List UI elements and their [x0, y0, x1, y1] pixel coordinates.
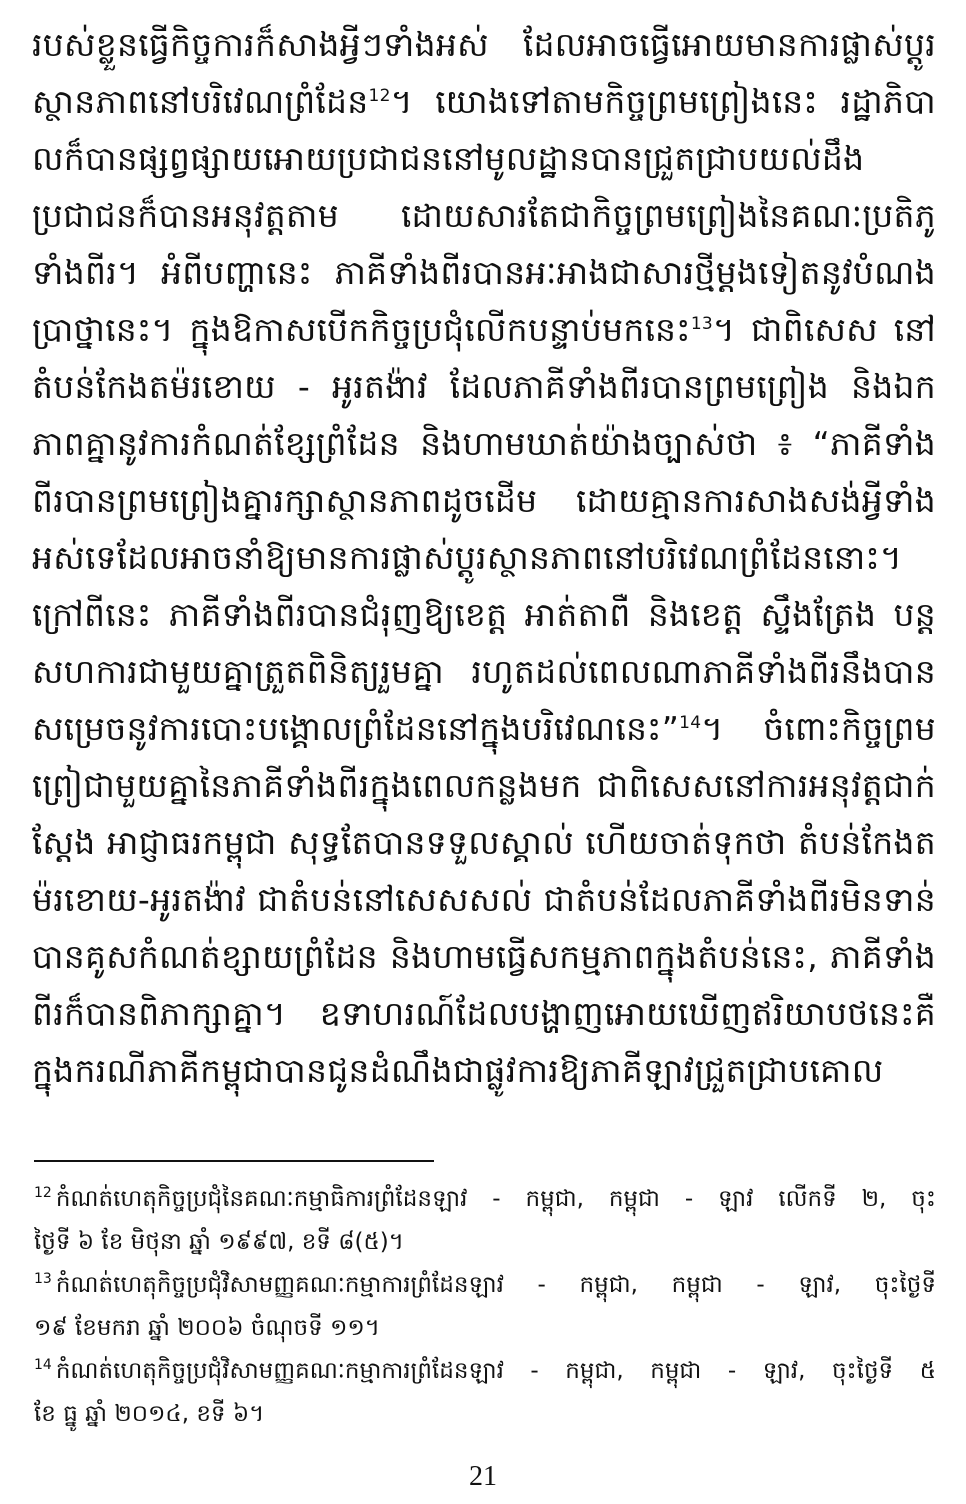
- body-line-text: ប្រាថ្នានេះ។ ក្នុងឱកាសបើកកិច្ចប្រជុំលើកបន្ទាប់មកនេះ: [32, 310, 691, 349]
- footnote-line: [34, 1350, 936, 1393]
- footnote-reference[interactable]: 13: [690, 314, 714, 334]
- body-line-text: ពីរបានព្រមព្រៀងគ្នារក្សាស្ថានភាពដូចដើម ដោយគ្មានការសាងសង់អ្វីទាំង: [32, 481, 936, 520]
- body-line-text: ព្រៀជាមួយគ្នានៃភាគីទាំងពីរក្នុងពេលកន្លងមក ជាពិសេសនៅការអនុវត្តជាក់: [32, 766, 936, 805]
- footnote-number: 14: [34, 1357, 52, 1374]
- page-number: 21: [469, 1461, 497, 1492]
- body-line-text: ប្រជាជនក៏បានអនុវត្តតាម ដោយសារតែជាកិច្ចព្រមព្រៀងនៃគណៈប្រតិភូ: [32, 196, 936, 235]
- body-line-text-after: ។ ចំពោះកិច្ចព្រម: [701, 709, 936, 748]
- body-line-text: សម្រេចនូវការបោះបង្គោលព្រំដែននៅក្នុងបរិវេណនេះ”: [32, 709, 680, 748]
- body-line-text: លក៏បានផ្សព្វផ្សាយអោយប្រជាជននៅមូលដ្ឋានបានជ្រួតជ្រាបយល់ដឹង: [32, 139, 865, 178]
- body-line-text: ទាំងពីរ។ អំពីបញ្ហានេះ ភាគីទាំងពីរបានអៈអាងជាសារថ្មីម្តងទៀតនូវបំណង: [32, 253, 936, 292]
- body-line: [32, 358, 936, 415]
- footnote-line: [34, 1307, 936, 1350]
- body-line-text: តំបន់កែងតម៉រខោយ - អូរតង៉ាវ ដែលភាគីទាំងពីរបានព្រមព្រៀង និងឯក: [32, 367, 936, 406]
- footnote-line: [34, 1178, 936, 1221]
- body-line: [32, 187, 936, 244]
- body-line: [32, 586, 936, 643]
- body-line: [32, 244, 936, 301]
- footnote-number: 12: [34, 1185, 52, 1202]
- body-line-text: បានគូសកំណត់ខ្សាយព្រំដែន និងហាមធ្វើសកម្មភាពក្នុងតំបន់នេះ, ភាគីទាំង: [32, 937, 936, 976]
- body-line: [32, 985, 936, 1042]
- body-line-text: ក្នុងករណីភាគីកម្ពុជាបានជូនដំណឹងជាផ្លូវការឱ្យភាគីឡាវជ្រួតជ្រាបគោល: [32, 1051, 884, 1090]
- footnote-reference[interactable]: 12: [368, 86, 391, 106]
- body-line-text: ក្រៅពីនេះ ភាគីទាំងពីរបានជំរុញឱ្យខេត្ត អាត់តាពឺ និងខេត្ត ស្ទឹងត្រែង បន្ត: [32, 595, 936, 634]
- footnote-text: កំណត់ហេតុកិច្ចប្រជុំនៃគណៈកម្មាធិការព្រំដែនឡាវ - កម្ពុជា, កម្ពុជា - ឡាវ លើកទី ២, ចុះ: [55, 1186, 936, 1212]
- body-line: [32, 73, 936, 130]
- body-line: [32, 871, 936, 928]
- body-line-text: របស់ខ្លួនធ្វើកិច្ចការក៏សាងអ្វីៗទាំងអស់ ដែលអាចធ្វើអោយមានការផ្លាស់ប្តូរ: [32, 25, 936, 64]
- body-line: [32, 301, 936, 358]
- footnote: [34, 1350, 936, 1436]
- body-line: [32, 472, 936, 529]
- body-line: [32, 16, 936, 73]
- body-line: [32, 415, 936, 472]
- body-line-text: ស្ថានភាពនៅបរិវេណព្រំដែន: [32, 82, 369, 121]
- body-line: [32, 700, 936, 757]
- footnote-text: ថ្ងៃទី ៦ ខែ មិថុនា ឆ្នាំ ១៩៩៧, ខទី ៨(៥)។: [34, 1229, 404, 1255]
- footnote-text: ខែ ធ្នូ ឆ្នាំ ២០១៤, ខទី ៦។: [34, 1401, 265, 1427]
- body-line-text: សហការជាមួយគ្នាត្រួតពិនិត្យរួមគ្នា រហូតដល់ពេលណាភាគីទាំងពីរនឹងបាន: [32, 652, 936, 691]
- footnote-text: កំណត់ហេតុកិច្ចប្រជុំវិសាមញ្ញគណៈកម្មាការព្រំដែនឡាវ - កម្ពុជា, កម្ពុជា - ឡាវ, ចុះថ្ងៃទី: [55, 1272, 936, 1298]
- body-line: [32, 757, 936, 814]
- body-line-text: ម៉រខោយ-អូរតង៉ាវ ជាតំបន់នៅសេសសល់ ជាតំបន់ដែលភាគីទាំងពីរមិនទាន់: [32, 880, 936, 919]
- body-line: [32, 130, 936, 187]
- footnote-text: ១៩ ខែមករា ឆ្នាំ ២០០៦ ចំណុចទី ១១។: [34, 1315, 380, 1341]
- footnote-number: 13: [34, 1271, 52, 1288]
- body-line-text: អស់ទេដែលអាចនាំឱ្យមានការផ្លាស់ប្តូរស្ថានភាពនៅបរិវេណព្រំដែននោះ។: [32, 538, 903, 577]
- body-line-text-after: ។ យោងទៅតាមកិច្ចព្រមព្រៀងនេះ រដ្ឋាភិបា: [390, 82, 936, 121]
- body-line: [32, 529, 936, 586]
- body-line: [32, 928, 936, 985]
- footnote-divider: [34, 1160, 434, 1162]
- footnote: [34, 1264, 936, 1350]
- body-line: [32, 814, 936, 871]
- footnote-line: [34, 1393, 936, 1436]
- body-line-text: ពីរក៏បានពិភាក្សាគ្នា។ ឧទាហរណ៍ដែលបង្ហាញអោយឃើញឥរិយាបថនេះគឺ: [32, 994, 936, 1033]
- footnote-line: [34, 1264, 936, 1307]
- body-line: [32, 643, 936, 700]
- footnote-text: កំណត់ហេតុកិច្ចប្រជុំវិសាមញ្ញគណៈកម្មាការព្រំដែនឡាវ - កម្ពុជា, កម្ពុជា - ឡាវ, ចុះថ្ងៃទី ៥: [55, 1358, 936, 1384]
- body-line-text: ស្តែង អាជ្ញាធរកម្ពុជា សុទ្ធតែបានទទួលស្គាល់ ហើយចាត់ទុកថា តំបន់កែងត: [32, 823, 936, 862]
- footnotes: [34, 1178, 936, 1436]
- body-line: [32, 1042, 936, 1099]
- body-text: [32, 16, 936, 1099]
- body-line-text: ភាពគ្នានូវការកំណត់ខ្សែព្រំដែន និងហាមឃាត់យ៉ាងច្បាស់ថា ៖ “ភាគីទាំង: [32, 424, 936, 463]
- footnote: [34, 1178, 936, 1264]
- footnote-reference[interactable]: 14: [679, 713, 702, 733]
- footnote-line: [34, 1221, 936, 1264]
- body-line-text-after: ។ ជាពិសេស នៅ: [713, 310, 936, 349]
